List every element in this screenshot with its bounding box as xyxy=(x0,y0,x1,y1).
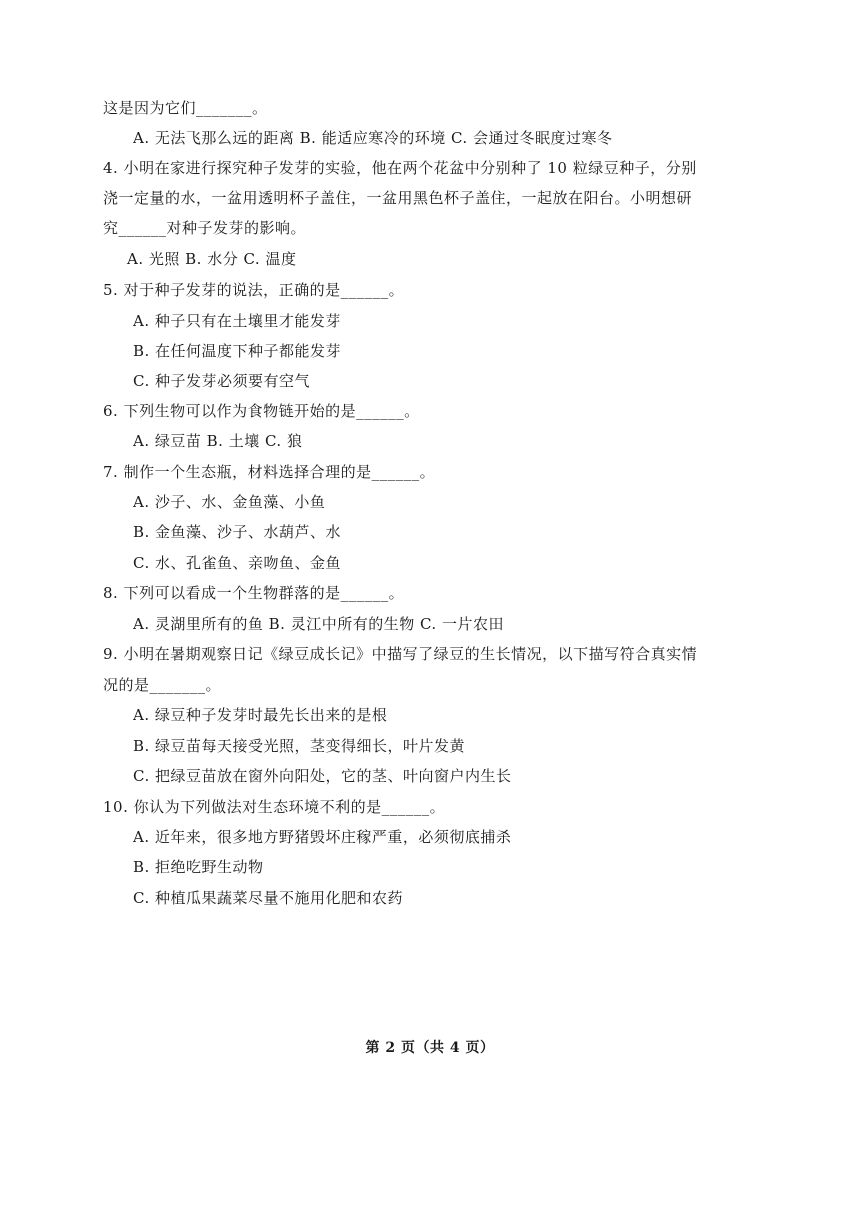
question-9-option-c: C. 把绿豆苗放在窗外向阳处，它的茎、叶向窗户内生长 xyxy=(133,767,512,785)
question-6-options: A. 绿豆苗 B. 土壤 C. 狼 xyxy=(133,432,303,450)
question-4-stem-line-3: 究______对种子发芽的影响。 xyxy=(103,219,307,237)
question-4-stem-line-2: 浇一定量的水，一盆用透明杯子盖住，一盆用黑色杯子盖住，一起放在阳台。小明想研 xyxy=(103,189,693,207)
question-7-stem: 7. 制作一个生态瓶，材料选择合理的是______。 xyxy=(103,463,436,481)
question-10-option-b: B. 拒绝吃野生动物 xyxy=(133,858,264,876)
question-4-options: A. 光照 B. 水分 C. 温度 xyxy=(127,250,297,268)
question-3-options: A. 无法飞那么远的距离 B. 能适应寒冷的环境 C. 会通过冬眠度过寒冬 xyxy=(133,129,613,147)
question-7-option-a: A. 沙子、水、金鱼藻、小鱼 xyxy=(133,493,326,511)
question-5-option-b: B. 在任何温度下种子都能发芽 xyxy=(133,342,342,360)
question-9-option-b: B. 绿豆苗每天接受光照，茎变得细长，叶片发黄 xyxy=(133,737,466,755)
question-10-option-c: C. 种植瓜果蔬菜尽量不施用化肥和农药 xyxy=(133,889,403,907)
question-8-stem: 8. 下列可以看成一个生物群落的是______。 xyxy=(103,584,405,602)
question-4-stem-line-1: 4. 小明在家进行探究种子发芽的实验，他在两个花盆中分别种了 10 粒绿豆种子，分别 xyxy=(103,159,697,177)
question-5-option-c: C. 种子发芽必须要有空气 xyxy=(133,372,310,390)
question-10-option-a: A. 近年来，很多地方野猪毁坏庄稼严重，必须彻底捕杀 xyxy=(133,828,512,846)
question-10-stem: 10. 你认为下列做法对生态环境不利的是______。 xyxy=(103,798,446,816)
question-5-stem: 5. 对于种子发芽的说法，正确的是______。 xyxy=(103,281,405,299)
question-9-stem-line-1: 9. 小明在暑期观察日记《绿豆成长记》中描写了绿豆的生长情况，以下描写符合真实情 xyxy=(103,645,698,663)
question-9-option-a: A. 绿豆种子发芽时最先长出来的是根 xyxy=(133,706,388,724)
page-number-footer: 第 2 页（共 4 页） xyxy=(365,1040,495,1056)
question-6-stem: 6. 下列生物可以作为食物链开始的是______。 xyxy=(103,402,420,420)
question-7-option-b: B. 金鱼藻、沙子、水葫芦、水 xyxy=(133,523,342,541)
question-9-stem-line-2: 况的是_______。 xyxy=(103,676,222,694)
question-3-stem-end: 这是因为它们_______。 xyxy=(103,99,268,117)
question-8-options: A. 灵湖里所有的鱼 B. 灵江中所有的生物 C. 一片农田 xyxy=(133,615,504,633)
question-5-option-a: A. 种子只有在土壤里才能发芽 xyxy=(133,312,341,330)
question-7-option-c: C. 水、孔雀鱼、亲吻鱼、金鱼 xyxy=(133,554,341,572)
